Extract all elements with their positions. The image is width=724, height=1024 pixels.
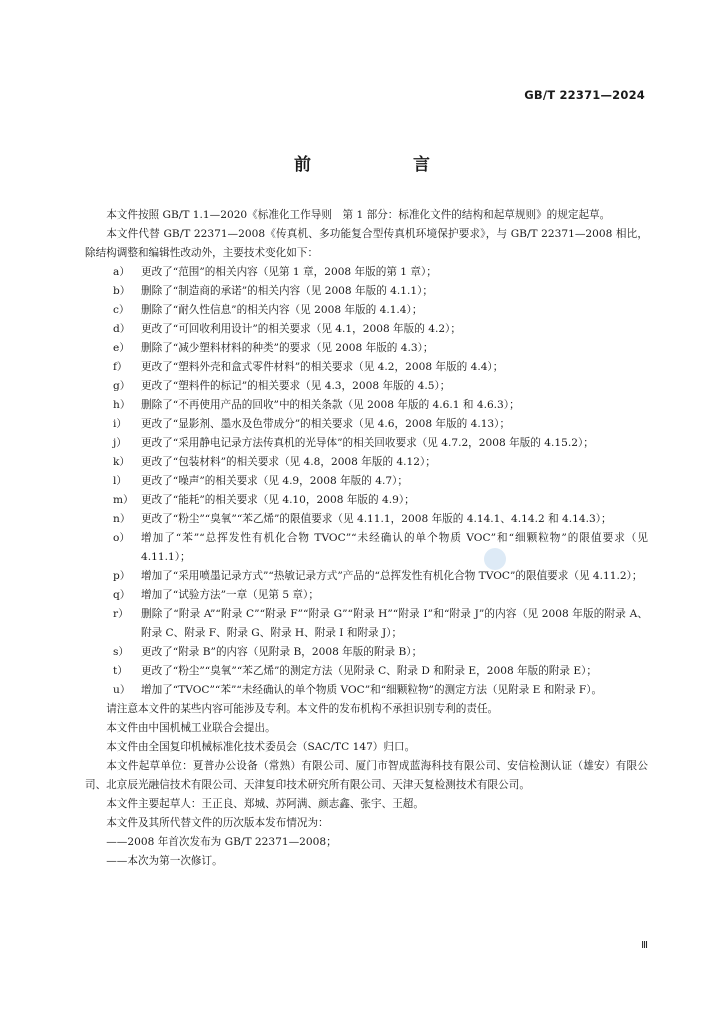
- change-item: [85, 567, 648, 586]
- page-number: Ⅲ: [641, 940, 648, 951]
- change-item: [85, 339, 648, 358]
- history-item: ——2008 年首次发布为 GB/T 22371—2008；: [106, 836, 337, 848]
- change-item: [85, 586, 648, 605]
- page-title: 前 言: [294, 155, 478, 175]
- change-item-label: u）: [113, 684, 131, 696]
- change-item: [85, 377, 648, 396]
- change-item-label: n）: [113, 513, 131, 525]
- change-item-text: 增加了“试验方法”一章（见第 5 章）；: [141, 589, 319, 601]
- change-item-text: 更改了“粉尘”“臭氧”“苯乙烯”的限值要求（见 4.11.1，2008 年版的 4.14.1、4.14.2 和 4.14.3）；: [141, 513, 612, 525]
- change-item-label: t）: [113, 665, 128, 677]
- history-item: ——本次为第一次修订。: [106, 855, 223, 867]
- change-item: [85, 681, 648, 700]
- change-item: [85, 472, 648, 491]
- change-item-label: a）: [113, 266, 130, 278]
- change-item: [85, 358, 648, 377]
- change-item-text: 更改了“显影剂、墨水及色带成分”的相关要求（见 4.6，2008 年版的 4.13）；: [141, 418, 511, 430]
- change-item-label: f）: [113, 361, 128, 373]
- paragraph: 本文件主要起草人：王正良、郑城、苏阿满、颜志鑫、张宇、王超。: [106, 798, 424, 810]
- paragraph: 本文件代替 GB/T 22371—2008《传真机、多功能复合型传真机环境保护要求》，与 GB/T 22371—2008 相比，除结构调整和编辑性改动外，主要技术变化如下：: [85, 228, 648, 259]
- change-item-label: i）: [113, 418, 127, 430]
- change-item: [85, 301, 648, 320]
- paragraph: 本文件及其所代替文件的历次版本发布情况为：: [106, 817, 329, 829]
- change-item-text: 更改了“噪声”的相关要求（见 4.9，2008 年版的 4.7）；: [141, 475, 408, 487]
- change-item-label: p）: [113, 570, 131, 582]
- change-item-text: 更改了“附录 B”的内容（见附录 B，2008 年版的附录 B）；: [141, 646, 423, 658]
- change-item-text: 更改了“塑料外壳和盒式零件材料”的相关要求（见 4.2，2008 年版的 4.4）；: [141, 361, 504, 373]
- paragraph: 本文件由全国复印机械标准化技术委员会（SAC/TC 147）归口。: [106, 741, 416, 753]
- changes-list: [85, 263, 648, 700]
- change-item-text: 更改了“可回收利用设计”的相关要求（见 4.1，2008 年版的 4.2）；: [141, 323, 461, 335]
- change-item-text: 增加了“苯”“总挥发性有机化合物 TVOC”“未经确认的单个物质 VOC”和“细颗粒物”的限值要求（见 4.11.1）；: [141, 532, 648, 563]
- change-item-label: l）: [113, 475, 127, 487]
- change-item-label: e）: [113, 342, 130, 354]
- change-item-text: 更改了“范围”的相关内容（见第 1 章，2008 年版的第 1 章）；: [141, 266, 437, 278]
- change-item-text: 增加了“TVOC”“苯”“未经确认的单个物质 VOC”和“细颗粒物”的测定方法（见附录 E 和附录 F）。: [141, 684, 603, 696]
- change-item-label: k）: [113, 456, 131, 468]
- change-item-label: g）: [113, 380, 131, 392]
- change-item: [85, 396, 648, 415]
- change-item-label: h）: [113, 399, 131, 411]
- change-item: [85, 320, 648, 339]
- change-item-text: 删除了“耐久性信息”的相关内容（见 2008 年版的 4.1.4）；: [141, 304, 423, 316]
- change-item-text: 更改了“能耗”的相关要求（见 4.10，2008 年版的 4.9）；: [141, 494, 415, 506]
- change-item-label: q）: [113, 589, 131, 601]
- foreword-body: [85, 206, 648, 871]
- change-item-text: 更改了“采用静电记录方法传真机的光导体”的相关回收要求（见 4.7.2，2008 年版的 4.15.2）；: [141, 437, 594, 449]
- paragraph: 本文件由中国机械工业联合会提出。: [106, 722, 276, 734]
- change-item: [85, 453, 648, 472]
- change-item-label: r）: [113, 608, 129, 620]
- change-item-label: d）: [113, 323, 131, 335]
- change-item: [85, 510, 648, 529]
- change-item: [85, 605, 648, 643]
- change-item-text: 删除了“制造商的承诺”的相关内容（见 2008 年版的 4.1.1）；: [141, 285, 434, 297]
- change-item-text: 删除了“不再使用产品的回收”中的相关条款（见 2008 年版的 4.6.1 和 4.6.3）；: [141, 399, 520, 411]
- change-item: [85, 529, 648, 567]
- change-item-label: b）: [113, 285, 131, 297]
- change-item-text: 更改了“包装材料”的相关要求（见 4.8，2008 年版的 4.12）；: [141, 456, 436, 468]
- change-item-label: s）: [113, 646, 130, 658]
- change-item-label: m）: [113, 494, 134, 506]
- change-item-text: 增加了“采用喷墨记录方式”“热敏记录方式”产品的“总挥发性有机化合物 TVOC”的限值要求（见 4.11.2）；: [141, 570, 643, 582]
- paragraph: 请注意本文件的某些内容可能涉及专利。本文件的发布机构不承担识别专利的责任。: [106, 703, 499, 715]
- change-item-label: o）: [113, 532, 130, 544]
- change-item-text: 删除了“附录 A”“附录 C”“附录 F”“附录 G”“附录 H”“附录 I”和“附录 J”的内容（见 2008 年版的附录 A、附录 C、附录 F、附录 G、附录 H、附录 I 和附录 J）；: [141, 608, 648, 639]
- change-item-label: j）: [113, 437, 127, 449]
- change-item: [85, 662, 648, 681]
- change-item: [85, 282, 648, 301]
- change-item-text: 删除了“减少塑料材料的种类”的要求（见 2008 年版的 4.3）；: [141, 342, 434, 354]
- change-item: [85, 415, 648, 434]
- paragraph: 本文件起草单位：夏普办公设备（常熟）有限公司、厦门市智成蓝海科技有限公司、安信检测认证（雄安）有限公司、北京辰光融信技术有限公司、天津复印技术研究所有限公司、天津天复检测技术有限公司。: [85, 760, 648, 791]
- change-item: [85, 263, 648, 282]
- change-item-label: c）: [113, 304, 130, 316]
- change-item: [85, 434, 648, 453]
- watermark-icon: [484, 548, 506, 570]
- change-item: [85, 643, 648, 662]
- standard-code: GB/T 22371—2024: [524, 88, 645, 102]
- change-item: [85, 491, 648, 510]
- change-item-text: 更改了“粉尘”“臭氧”“苯乙烯”的测定方法（见附录 C、附录 D 和附录 E，2008 年版的附录 E）；: [141, 665, 598, 677]
- change-item-text: 更改了“塑料件的标记”的相关要求（见 4.3，2008 年版的 4.5）；: [141, 380, 451, 392]
- paragraph: 本文件按照 GB/T 1.1—2020《标准化工作导则 第 1 部分：标准化文件的结构和起草规则》的规定起草。: [106, 209, 611, 221]
